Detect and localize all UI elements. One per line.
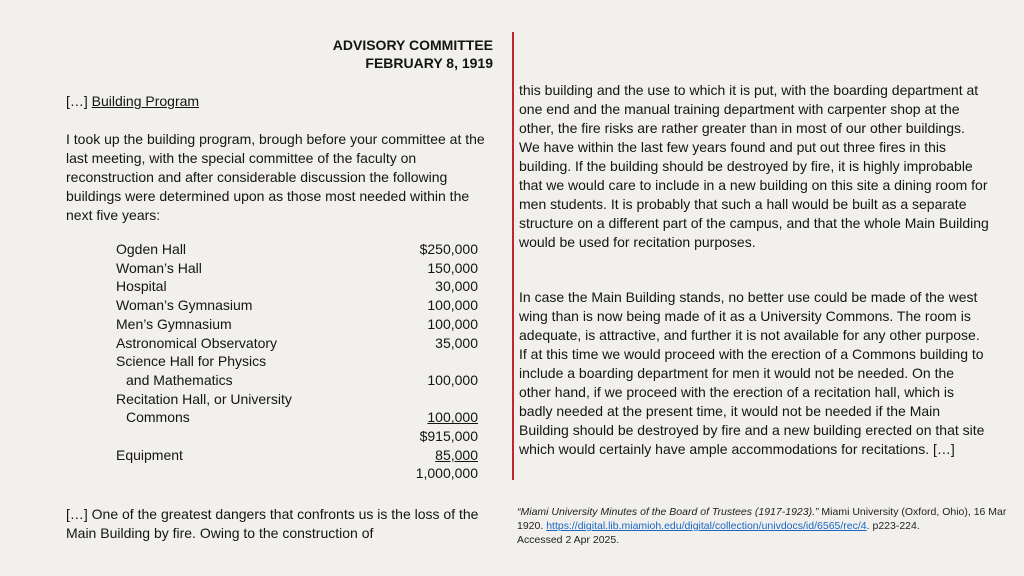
heading-date: FEBRUARY 8, 1919 — [365, 55, 493, 71]
citation-pages: . p223-224. — [866, 520, 920, 532]
budget-table — [116, 240, 478, 483]
table-row — [116, 296, 478, 315]
citation-publisher: Miami University (Oxford, Ohio), 16 Mar 1920. — [517, 506, 1007, 532]
table-row — [116, 464, 478, 483]
table-row — [116, 240, 478, 259]
table-row — [116, 371, 478, 390]
budget-item: Hospital — [116, 278, 167, 295]
budget-item: and Mathematics — [126, 371, 233, 388]
table-row — [116, 334, 478, 353]
table-row — [116, 446, 478, 465]
budget-amount — [383, 446, 478, 465]
budget-amount: $250,000 — [419, 241, 478, 257]
budget-amount: 150,000 — [427, 259, 478, 276]
citation-link[interactable]: https://digital.lib.miamioh.edu/digital/collection/univdocs/id/6565/rec/4 — [546, 520, 867, 532]
budget-amount: 100,000 — [427, 297, 478, 314]
budget-amount: 100,000 — [427, 371, 478, 388]
budget-amount: 100,000 — [427, 315, 478, 332]
paragraph-fire-danger: […] One of the greatest dangers that confronts us is the loss of the Main Building by fire. Owing to the construction of — [66, 506, 479, 541]
budget-item: Equipment — [116, 446, 183, 463]
table-row — [116, 315, 478, 334]
table-row — [116, 390, 478, 409]
budget-subtotal: $915,000 — [419, 428, 478, 445]
section-title-text: Building Program — [91, 93, 200, 109]
table-row — [116, 352, 478, 371]
budget-item: Woman’s Gymnasium — [116, 297, 253, 314]
budget-item — [116, 427, 383, 446]
table-row — [116, 408, 478, 427]
budget-item: Woman’s Hall — [116, 259, 202, 276]
section-prefix: […] — [66, 93, 92, 109]
paragraph-university-commons: In case the Main Building stands, no better use could be made of the west wing than is now being made of it as a University Commons. The room is adequate, is attractive, and further it is not available for any other purpose. If at this time we would proceed with the erection of a Commons building to include a boarding department for men it would not be needed. On the other hand, if we proceed with the erection of a recitation hall, which is badly needed at the present time, it would not be needed if the Main Building should be destroyed by fire and a new building erected on that site which would certainly have ample accommodations for recitations. […] — [519, 289, 985, 457]
column-divider — [512, 32, 514, 480]
budget-amount-underlined: 85,000 — [435, 446, 478, 463]
section-title — [66, 92, 496, 111]
budget-amount: 30,000 — [435, 278, 478, 295]
paragraph-building-program: I took up the building program, brough before your committee at the last meeting, with the special committee of the faculty on reconstruction and after considerable discussion the following buildings were determined upon as those most needed within the next five years: — [66, 131, 485, 223]
budget-item: Recitation Hall, or University — [116, 390, 292, 407]
table-row — [116, 277, 478, 296]
budget-amount — [383, 390, 478, 409]
budget-item — [116, 464, 383, 483]
citation-title: “Miami University Minutes of the Board of Trustees (1917-1923).” — [517, 506, 819, 518]
budget-amount: 35,000 — [435, 334, 478, 351]
table-row — [116, 427, 478, 446]
budget-item: Men’s Gymnasium — [116, 315, 232, 332]
citation — [517, 505, 1007, 547]
paragraph-fire-risks: this building and the use to which it is put, with the boarding department at one end and the manual training department with carpenter shop at the other, the fire risks are rather greater than in most of our other buildings. We have within the last few years found and put out three fires in this building. If the building should be destroyed by fire, it is highly improbable that we would care to include in a new building on this site a dining room for men students. It is probably that such a hall would be built as a separate structure on a different part of the campus, and that the whole Main Building would be used for recitation purposes. — [519, 82, 989, 250]
budget-item: Science Hall for Physics — [116, 353, 267, 370]
budget-item: Commons — [126, 409, 190, 426]
budget-total: 1,000,000 — [415, 465, 478, 482]
budget-item: Astronomical Observatory — [116, 334, 278, 351]
heading-committee: ADVISORY COMMITTEE — [332, 37, 493, 53]
citation-accessed: Accessed 2 Apr 2025. — [517, 534, 620, 546]
table-row — [116, 259, 478, 278]
budget-amount — [383, 408, 478, 427]
budget-amount — [383, 352, 478, 371]
budget-item: Ogden Hall — [116, 241, 187, 257]
budget-amount-underlined: 100,000 — [427, 409, 478, 426]
